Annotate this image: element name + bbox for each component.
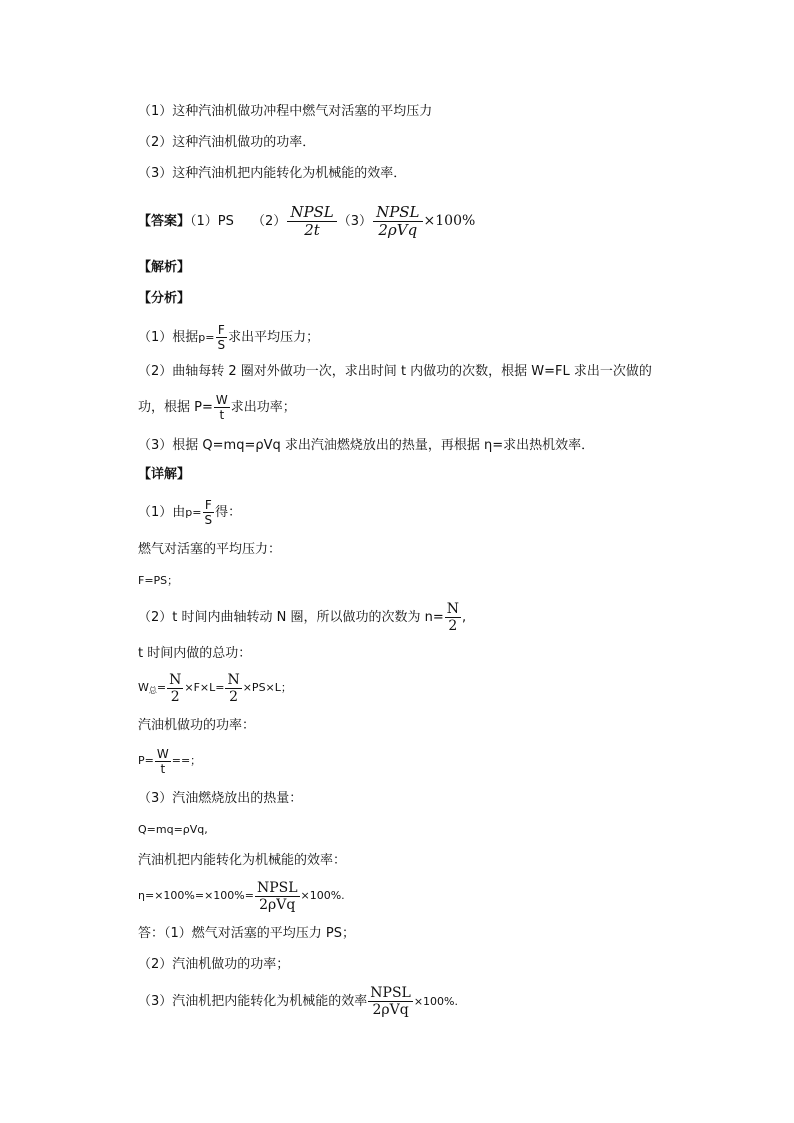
detail-1-p: p= xyxy=(185,506,202,519)
answer-fraction-3 xyxy=(373,205,422,238)
detail-6-numerator-2: N xyxy=(227,671,240,688)
detail-6 xyxy=(138,670,292,709)
detail-6-fraction-2 xyxy=(225,673,241,704)
answer-fraction-2-numerator: NPSL xyxy=(287,205,336,222)
detail-5: t 时间内做的总功： xyxy=(138,646,252,661)
detail-8-fraction xyxy=(155,748,171,775)
detail-6-denominator-2: 2 xyxy=(229,688,239,705)
question-3: （3）这种汽油机把内能转化为机械能的效率． xyxy=(138,166,407,181)
detail-1-numerator: F xyxy=(204,498,212,512)
detail-6-numerator-1: N xyxy=(169,671,182,688)
detail-2: 燃气对活塞的平均压力： xyxy=(138,542,282,557)
detail-6-fraction-1 xyxy=(167,673,183,704)
detail-8-denominator: t xyxy=(160,761,166,776)
analysis-3: （3）根据 Q=mq=ρVq 求出汽油燃烧放出的热量，再根据 η=求出热机效率． xyxy=(138,438,595,453)
detail-12 xyxy=(138,878,345,914)
detail-6-suffix: ×PS×L； xyxy=(242,681,292,694)
detail-6-equals: = xyxy=(156,681,167,694)
analysis-1-suffix: 求出平均压力； xyxy=(228,330,320,345)
detail-4-numerator: N xyxy=(446,601,460,617)
analysis-2-line-2 xyxy=(138,391,296,425)
analysis-2-suffix: 求出功率； xyxy=(230,400,296,415)
detail-1-suffix: 得： xyxy=(215,505,242,520)
analysis-1-fraction xyxy=(215,324,227,351)
question-2: （2）这种汽油机做功的功率． xyxy=(138,135,316,150)
detail-12-denominator: 2ρVq xyxy=(259,896,296,913)
answer-line xyxy=(138,202,475,241)
conclusion-3-prefix: （3）汽油机把内能转化为机械能的效率 xyxy=(138,994,368,1009)
answer-label: 【答案】 xyxy=(138,214,191,229)
conclusion-3-denominator: 2ρVq xyxy=(372,1002,409,1018)
detail-12-prefix: η=×100%=×100%= xyxy=(138,889,254,902)
conclusion-2: （2）汽油机做功的功率； xyxy=(138,957,290,972)
answer-part-2-label: （2） xyxy=(252,214,287,229)
answer-fraction-2-denominator: 2t xyxy=(304,221,320,239)
detail-8-prefix: P= xyxy=(138,754,154,767)
conclusion-3-fraction xyxy=(368,986,413,1017)
detail-7: 汽油机做功的功率： xyxy=(138,718,256,733)
detail-12-numerator: NPSL xyxy=(256,879,298,896)
analysis-2-denominator: t xyxy=(219,408,225,422)
analysis-1-denominator: S xyxy=(217,338,226,352)
analysis-label: 【解析】 xyxy=(138,260,191,275)
analysis-2-line-1: （2）曲轴每转 2 圈对外做功一次，求出时间 t 内做功的次数，根据 W=FL 求出一次做的 xyxy=(138,364,652,379)
analysis-2-numerator: W xyxy=(215,393,228,407)
analysis-1-numerator: F xyxy=(217,323,225,337)
detail-3: F=PS； xyxy=(138,574,179,587)
detail-4 xyxy=(138,600,466,636)
detail-1-prefix: （1）由 xyxy=(138,505,186,520)
analysis-2-prefix: 功，根据 P= xyxy=(138,400,213,415)
analysis-sub-label: 【分析】 xyxy=(138,291,191,306)
detail-6-middle: ×F×L= xyxy=(184,681,225,694)
answer-fraction-3-suffix: ×100% xyxy=(423,213,476,229)
detail-8 xyxy=(138,744,201,778)
detail-8-suffix: ==； xyxy=(171,754,202,767)
conclusion-3 xyxy=(138,984,458,1020)
answer-part-1: （1）PS xyxy=(190,214,234,229)
conclusion-3-numerator: NPSL xyxy=(370,985,411,1001)
question-1: （1）这种汽油机做功冲程中燃气对活塞的平均压力 xyxy=(138,104,433,119)
answer-part-3-label: （3） xyxy=(337,214,373,229)
analysis-2-fraction xyxy=(214,394,230,421)
detail-label: 【详解】 xyxy=(138,467,191,482)
answer-fraction-3-denominator: 2ρVq xyxy=(378,221,418,239)
answer-fraction-3-numerator: NPSL xyxy=(373,205,422,222)
detail-1-fraction xyxy=(202,499,214,526)
analysis-1-p: p= xyxy=(198,331,215,344)
detail-4-suffix: , xyxy=(462,610,467,625)
detail-11: 汽油机把内能转化为机械能的效率： xyxy=(138,853,347,868)
analysis-1-prefix: （1）根据 xyxy=(138,330,199,345)
detail-8-numerator: W xyxy=(156,746,169,761)
answer-fraction-2 xyxy=(287,205,336,238)
detail-6-subscript: 总 xyxy=(148,686,157,695)
detail-9: （3）汽油燃烧放出的热量： xyxy=(138,791,303,806)
conclusion-3-suffix: ×100%. xyxy=(413,995,459,1008)
detail-4-prefix: （2）t 时间内曲轴转动 N 圈，所以做功的次数为 n= xyxy=(138,610,444,625)
detail-12-suffix: ×100%. xyxy=(300,889,345,902)
detail-10: Q=mq=ρVq, xyxy=(138,823,208,836)
detail-6-w: W xyxy=(138,681,149,694)
analysis-1 xyxy=(138,321,319,355)
detail-4-fraction xyxy=(445,602,461,633)
detail-4-denominator: 2 xyxy=(448,618,458,634)
detail-1 xyxy=(138,496,241,530)
detail-12-fraction xyxy=(255,881,300,912)
detail-1-denominator: S xyxy=(204,513,213,527)
conclusion-1: 答：（1）燃气对活塞的平均压力 PS； xyxy=(138,926,355,941)
detail-6-denominator-1: 2 xyxy=(170,688,180,705)
